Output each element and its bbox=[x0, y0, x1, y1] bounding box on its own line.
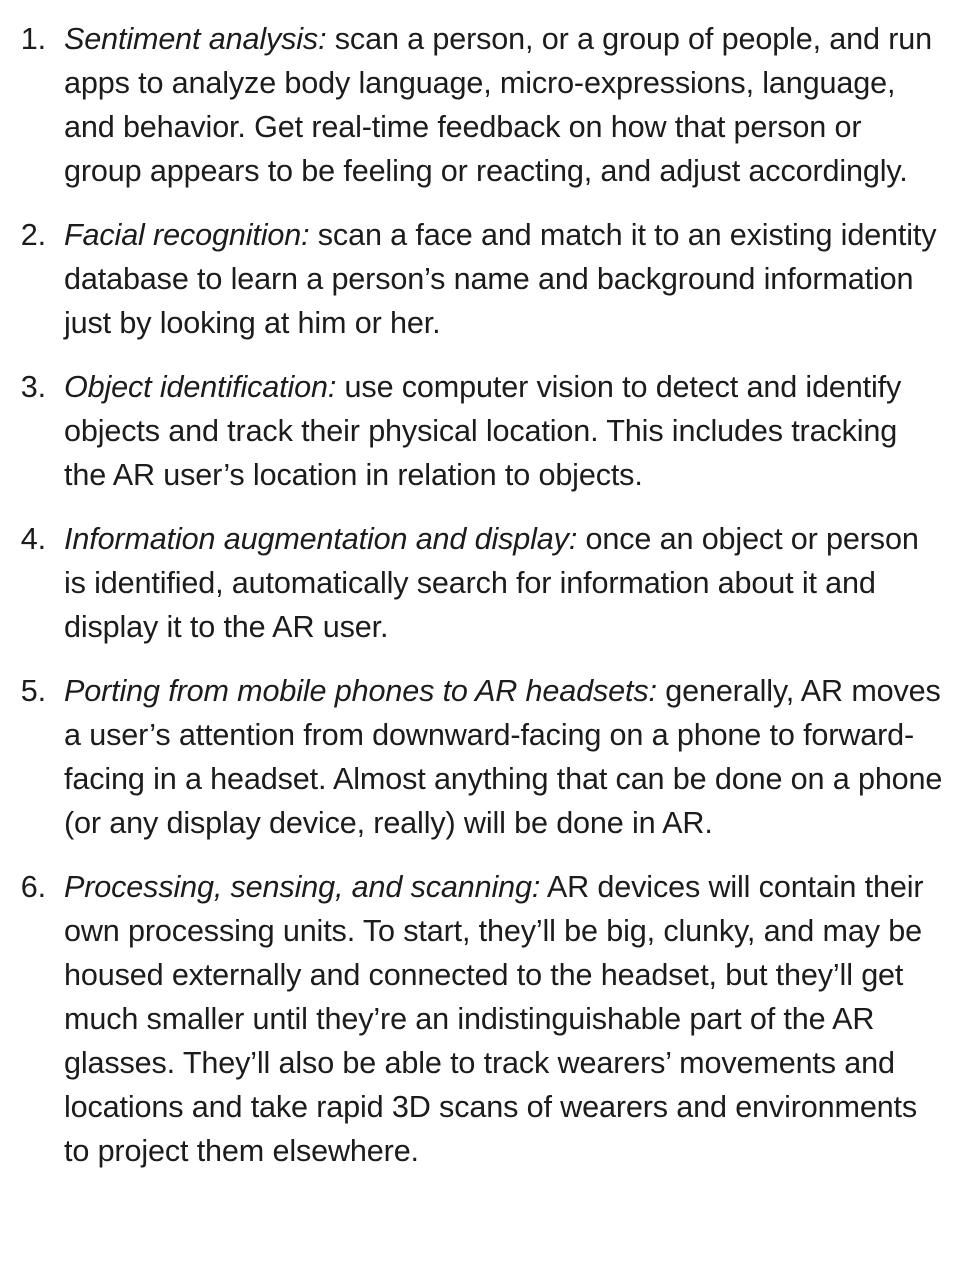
item-term: Object identification: bbox=[64, 370, 337, 404]
item-number: 3. bbox=[20, 370, 46, 404]
item-number: 1. bbox=[20, 22, 46, 56]
item-number: 4. bbox=[20, 522, 46, 556]
item-text: use computer vision to detect and identify objects and track their physical location. This includes tracking the AR user’s location in relation to objects. bbox=[64, 370, 902, 492]
item-text: scan a face and match it to an existing identity database to learn a person’s name and background information just by looking at him or her. bbox=[64, 218, 937, 340]
item-body bbox=[64, 17, 944, 193]
item-number: 2. bbox=[20, 218, 46, 252]
item-term: Information augmentation and display: bbox=[64, 522, 578, 556]
list-item bbox=[0, 365, 974, 497]
item-body bbox=[64, 669, 944, 845]
item-body bbox=[64, 865, 944, 1173]
item-number: 6. bbox=[20, 870, 46, 904]
item-term: Processing, sensing, and scanning: bbox=[64, 870, 541, 904]
item-term: Porting from mobile phones to AR headsets: bbox=[64, 674, 657, 708]
list-item bbox=[0, 865, 974, 1173]
item-body bbox=[64, 213, 944, 345]
item-text: once an object or person is identified, automatically search for information about it and display it to the AR user. bbox=[64, 522, 919, 644]
item-text: scan a person, or a group of people, and run apps to analyze body language, micro-expressions, language, and behavior. Get real-time feedback on how that person or group appears to be feeling or reacting, and adjust accordingly. bbox=[64, 22, 932, 188]
list-item bbox=[0, 669, 974, 845]
list-item bbox=[0, 517, 974, 649]
item-text: AR devices will contain their own processing units. To start, they’ll be big, clunky, and may be housed externally and connected to the headset, but they’ll get much smaller until they’re an indistinguishable part of the AR glasses. They’ll also be able to track wearers’ movements and locations and take rapid 3D scans of wearers and environments to project them elsewhere. bbox=[64, 870, 924, 1168]
list-item bbox=[0, 213, 974, 345]
item-number: 5. bbox=[20, 674, 46, 708]
item-term: Sentiment analysis: bbox=[64, 22, 327, 56]
item-term: Facial recognition: bbox=[64, 218, 310, 252]
list-item bbox=[0, 17, 974, 193]
item-body bbox=[64, 365, 944, 497]
item-text: generally, AR moves a user’s attention from downward-facing on a phone to forward-facing in a headset. Almost anything that can be done on a phone (or any display device, really) will be done in AR. bbox=[64, 674, 943, 840]
item-body bbox=[64, 517, 944, 649]
